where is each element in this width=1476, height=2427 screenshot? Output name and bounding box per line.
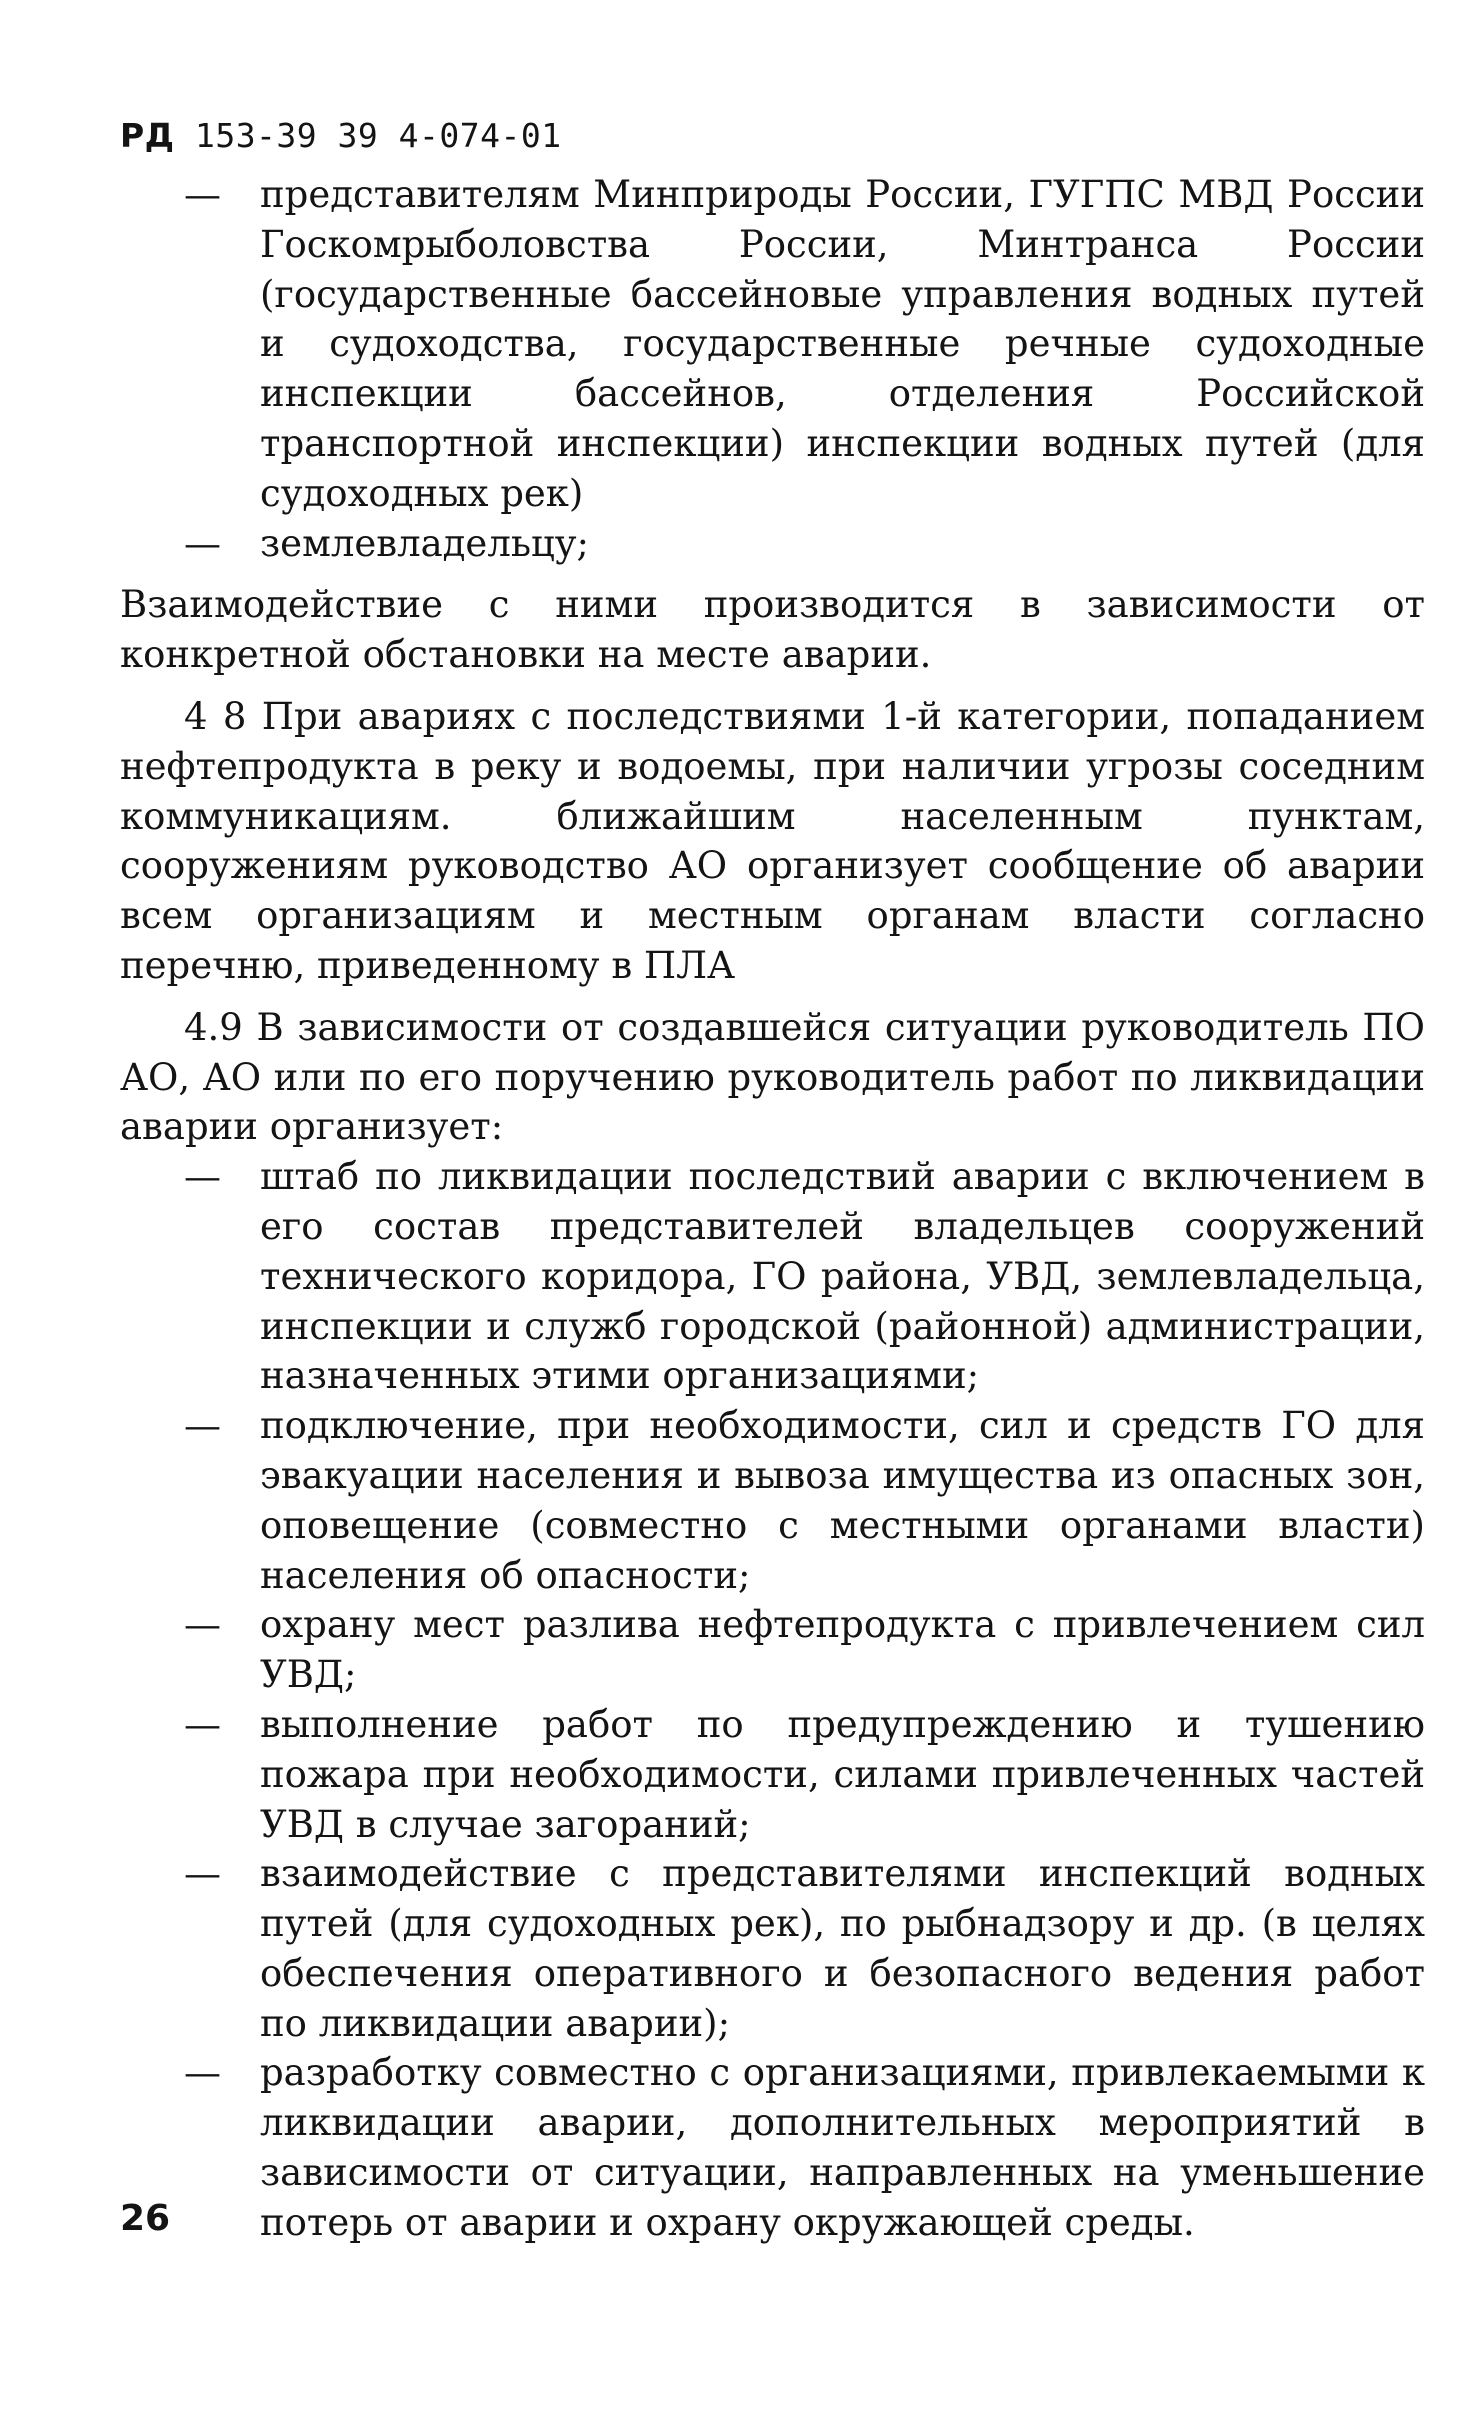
list-item [120,170,1425,519]
dash-marker: — [184,1702,221,1746]
document-body [120,170,1425,2248]
list-item [120,2048,1425,2247]
dash-marker: — [184,1155,221,1199]
list-item-text: разработку совместно с организациями, привлекаемыми к ликвидации аварии, дополнительных мероприятий в зависимости от ситуации, направленных на уменьшение потерь от аварии и охрану окружающей среды. [260,2051,1425,2244]
dash-marker: — [184,1603,221,1647]
list-item [120,1700,1425,1849]
list-item-text: взаимодействие с представителями инспекций водных путей (для судоходных рек), по рыбнадзору и др. (в целях обеспечения оперативного и безопасного ведения работ по ликвидации аварии); [260,1852,1425,2045]
dash-marker: — [184,1404,221,1448]
list-item [120,1401,1425,1600]
dash-marker: — [184,2051,221,2095]
document-header [120,116,562,155]
list-item [120,519,1425,569]
list-item [120,1849,1425,2048]
list-item-text: подключение, при необходимости, сил и средств ГО для эвакуации населения и вывоза имущества из опасных зон, оповещение (совместно с местными органами власти) населения об опасности; [260,1404,1425,1597]
paragraph-interaction: Взаимодействие с ними производится в зависимости от конкретной обстановки на месте аварии. [120,583,1425,677]
doc-prefix: РД [120,116,175,155]
paragraph-4-8: 4 8 При авариях с последствиями 1-й категории, попаданием нефтепродукта в реку и водоемы, при наличии угрозы соседним коммуникациям. ближайшим населенным пунктам, сооружениям руководство АО организует сообщение об аварии всем организациям и местным органам власти согласно перечню, приведенному в ПЛА [120,694,1425,987]
dash-marker: — [184,521,221,565]
list-item-text: штаб по ликвидации последствий аварии с включением в его состав представителей владельцев сооружений технического коридора, ГО района, УВД, землевладельца, инспекции и служб городской (районной) администрации, назначенных этими организациями; [260,1155,1425,1398]
list-item-text: охрану мест разлива нефтепродукта с привлечением сил УВД; [260,1603,1425,1697]
doc-number: 153-39 39 4-074-01 [194,116,562,155]
list-item-text: выполнение работ по предупреждению и тушению пожара при необходимости, силами привлеченных частей УВД в случае загораний; [260,1702,1425,1846]
list-item-text: землевладельцу; [260,521,590,565]
page-number: 26 [120,2198,171,2239]
list-item-text: представителям Минприроды России, ГУГПС МВД России Госкомрыболовства России, Минтранса России (государственные бассейновые управления водных путей и судоходства, государственные речные судоходные инспекции бассейнов, отделения Российской транспортной инспекции) инспекции водных путей (для судоходных рек) [260,173,1425,515]
paragraph-4-9: 4.9 В зависимости от создавшейся ситуации руководитель ПО АО, АО или по его поручению руководитель работ по ликвидации аварии организует: [120,1005,1425,1149]
dash-marker: — [184,1852,221,1896]
dash-marker: — [184,173,221,216]
list-item [120,1600,1425,1700]
list-item [120,1152,1425,1401]
